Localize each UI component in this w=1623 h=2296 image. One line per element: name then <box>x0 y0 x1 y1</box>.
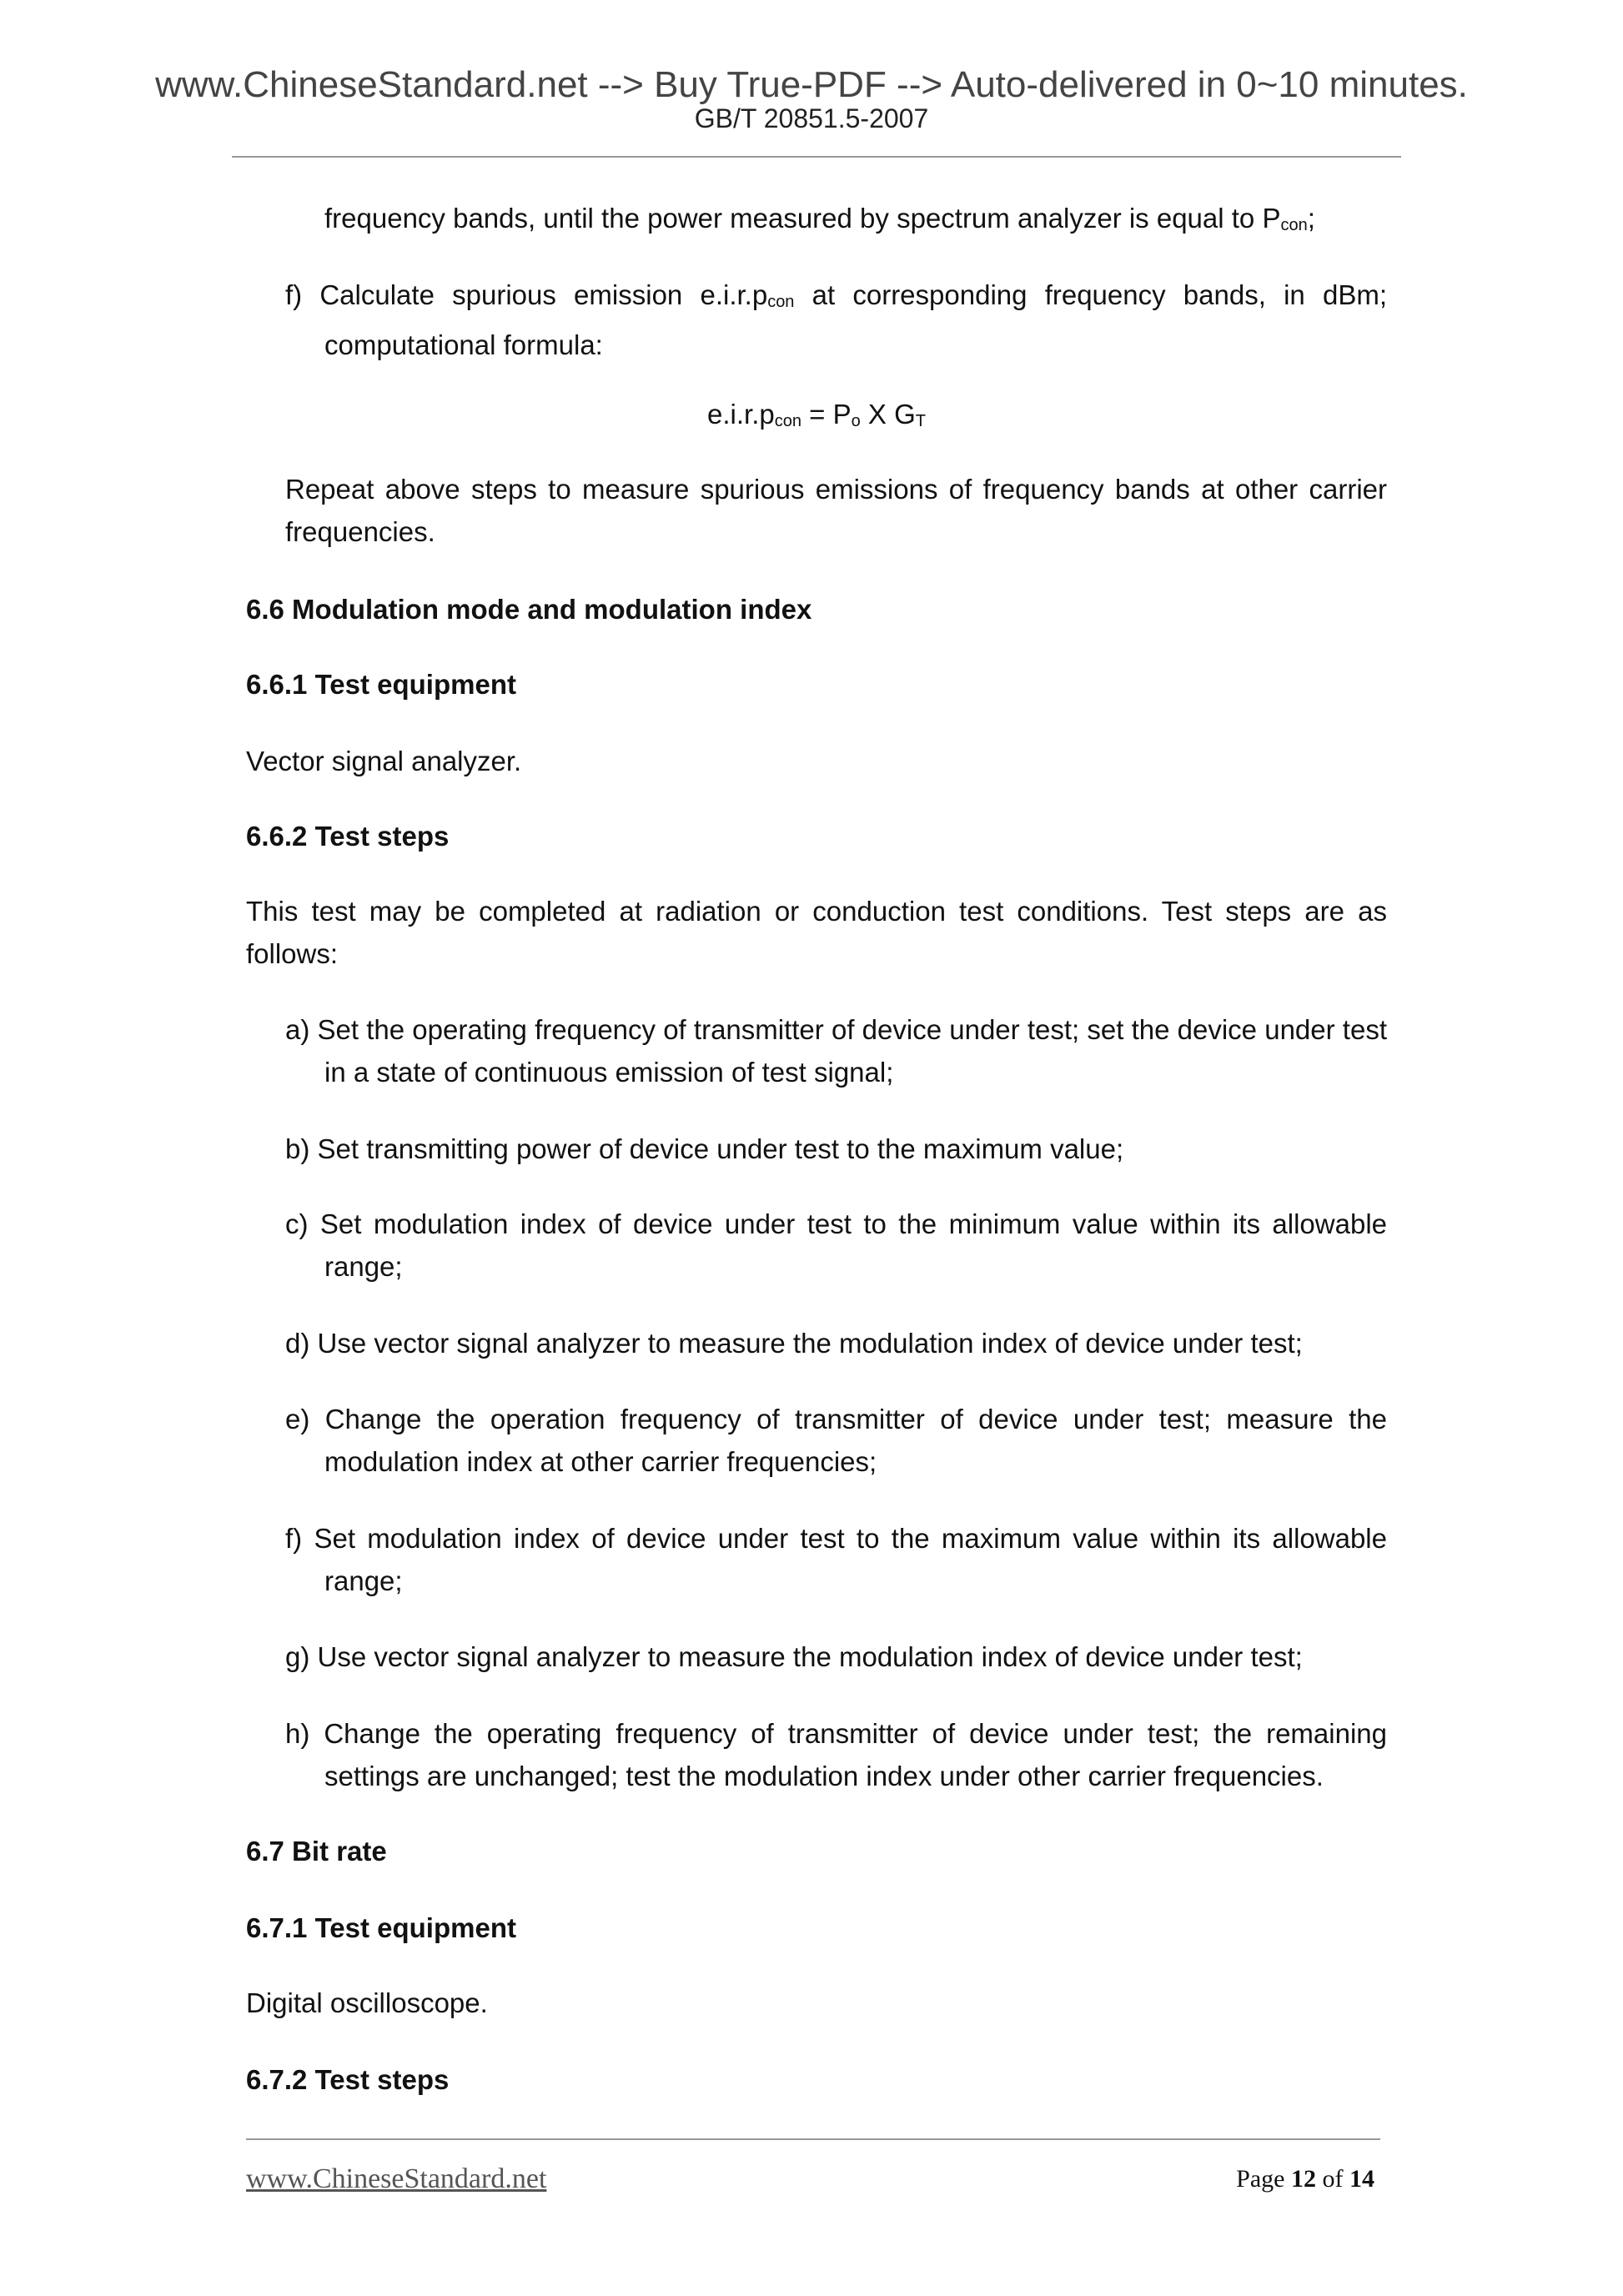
heading-6-7-2: 6.7.2 Test steps <box>246 2064 450 2095</box>
step-e-continuation <box>324 197 1387 247</box>
step-b: b) Set transmitting power of device under test to the maximum value; <box>285 1133 1124 1164</box>
text: f) Calculate spurious emission e.i.r.p <box>285 279 768 310</box>
step-a: a) Set the operating frequency of transmitter of device under test; set the device under test in a state of continuous emission of test signal; <box>285 1014 1387 1088</box>
step-d: d) Use vector signal analyzer to measure the modulation index of device under test; <box>285 1328 1303 1359</box>
step-c: c) Set modulation index of device under test to the minimum value within its allowable range; <box>285 1208 1387 1282</box>
text: at corresponding frequency bands, in dBm; computational formula: <box>324 279 1387 360</box>
subscript: T <box>915 412 926 430</box>
text: frequency bands, until the power measured by spectrum analyzer is equal to P <box>324 203 1281 234</box>
footer-site-link[interactable]: www.ChineseStandard.net <box>246 2163 547 2194</box>
equipment-6-6-1: Vector signal analyzer. <box>246 746 522 776</box>
page-total: 14 <box>1349 2165 1374 2193</box>
text: ; <box>1307 203 1315 234</box>
subscript: con <box>774 412 801 430</box>
header-banner: www.ChineseStandard.net --> Buy True-PDF --> Auto-delivered in 0~10 minutes. <box>155 64 1468 105</box>
heading-6-6: 6.6 Modulation mode and modulation index <box>246 594 812 625</box>
text: = P <box>801 399 852 430</box>
heading-6-7-1: 6.7.1 Test equipment <box>246 1912 516 1943</box>
page-label: Page <box>1236 2165 1291 2193</box>
intro-6-6-2: This test may be completed at radiation or conduction test conditions. Test steps are as follows: <box>246 896 1387 969</box>
text: X G <box>860 399 916 430</box>
equipment-6-7-1: Digital oscilloscope. <box>246 1987 488 2018</box>
heading-6-7: 6.7 Bit rate <box>246 1836 387 1866</box>
footer-divider <box>246 2138 1380 2140</box>
repeat-paragraph: Repeat above steps to measure spurious emissions of frequency bands at other carrier frequencies. <box>285 474 1387 547</box>
step-h: h) Change the operating frequency of transmitter of device under test; the remaining settings are unchanged; test the modulation index under other carrier frequencies. <box>285 1718 1387 1791</box>
header-divider <box>232 156 1401 158</box>
step-f: f) Set modulation index of device under test to the maximum value within its allowable range; <box>285 1523 1387 1596</box>
subscript: con <box>767 293 795 311</box>
text: e.i.r.p <box>707 399 775 430</box>
step-f-calculate <box>285 274 1387 366</box>
formula <box>246 393 1387 443</box>
standard-id: GB/T 20851.5-2007 <box>694 103 929 133</box>
page-current: 12 <box>1291 2165 1316 2193</box>
heading-6-6-2: 6.6.2 Test steps <box>246 821 450 852</box>
heading-6-6-1: 6.6.1 Test equipment <box>246 669 516 700</box>
step-e: e) Change the operation frequency of transmitter of device under test; measure the modulation index at other carrier frequencies; <box>285 1404 1387 1477</box>
step-g: g) Use vector signal analyzer to measure the modulation index of device under test; <box>285 1641 1303 1672</box>
subscript: con <box>1280 216 1308 234</box>
subscript: o <box>851 412 861 430</box>
page-of: of <box>1316 2165 1349 2193</box>
page-number <box>1236 2165 1374 2193</box>
